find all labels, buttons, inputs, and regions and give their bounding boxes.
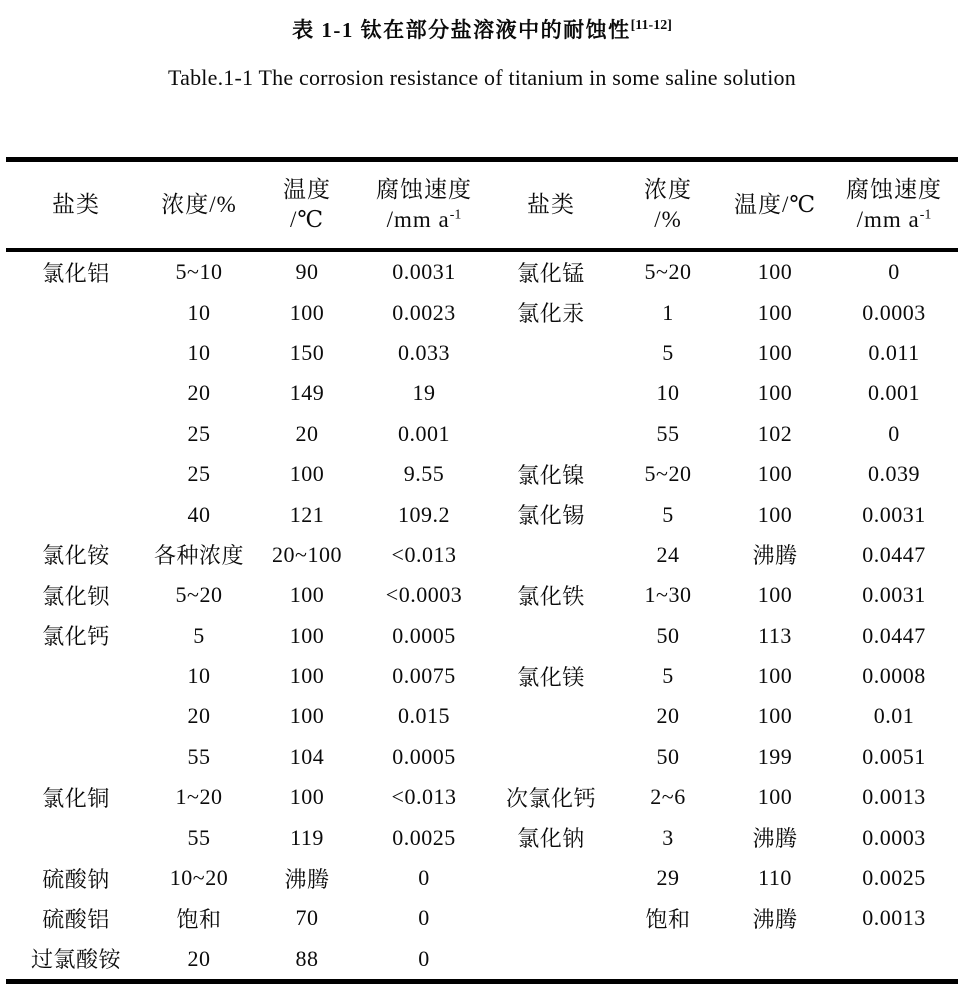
- table-cell: 5~10: [175, 259, 223, 285]
- header-label: /mm a: [856, 207, 920, 232]
- table-cell: 29: [656, 865, 680, 891]
- table-row: [6, 939, 958, 979]
- corrosion-table: [6, 157, 958, 984]
- header-cell: [252, 175, 362, 235]
- table-cell: 0.0013: [862, 905, 926, 931]
- header-label: /%: [654, 207, 682, 232]
- table-cell: 0.0023: [392, 299, 456, 325]
- table-cell: 70: [295, 905, 319, 931]
- table-cell: 24: [656, 541, 680, 567]
- header-line: [720, 190, 830, 220]
- table-row: [6, 373, 958, 413]
- table-cell: 0.0013: [862, 784, 926, 810]
- table-cell: 氯化锰: [517, 260, 585, 286]
- table-row: [6, 817, 958, 857]
- table-row: [6, 414, 958, 454]
- table-cell: 150: [289, 339, 325, 365]
- table-cell: 10: [656, 380, 680, 406]
- table-cell: 20: [187, 945, 211, 971]
- table-cell: 0.0031: [862, 582, 926, 608]
- table-cell: 88: [295, 945, 319, 971]
- table-cell: 过氯酸铵: [30, 947, 121, 973]
- table-row: [6, 777, 958, 817]
- table-row: [6, 858, 958, 898]
- table-cell: 110: [758, 865, 792, 891]
- header-line: [486, 190, 616, 220]
- table-cell: 5~20: [644, 461, 692, 487]
- table-cell: 5~20: [175, 582, 223, 608]
- table-cell: <0.013: [391, 784, 457, 810]
- table-cell: 0.0025: [392, 824, 456, 850]
- table-cell: 10~20: [169, 865, 229, 891]
- table-cell: 0: [418, 865, 430, 891]
- table-cell: 121: [289, 501, 325, 527]
- header-label: 浓度/%: [161, 192, 237, 218]
- table-cell: 氯化镍: [517, 462, 585, 488]
- table-cell: 55: [187, 824, 211, 850]
- table-cell: 各种浓度: [153, 543, 244, 569]
- table-cell: 1~30: [644, 582, 692, 608]
- table-cell: 5: [662, 339, 674, 365]
- header-label: 温度/℃: [733, 192, 817, 218]
- table-cell: 氯化铝: [42, 260, 110, 286]
- table-row: [6, 494, 958, 534]
- header-line: [252, 175, 362, 205]
- table-row: [6, 535, 958, 575]
- table-cell: 0.0003: [862, 299, 926, 325]
- table-cell: 0.0003: [862, 824, 926, 850]
- table-cell: 0.0005: [392, 622, 456, 648]
- table-cell: 饱和: [176, 906, 222, 932]
- table-cell: 100: [757, 582, 793, 608]
- table-cell: 10: [187, 299, 211, 325]
- table-cell: 0.01: [873, 703, 915, 729]
- table-cell: 100: [289, 703, 325, 729]
- table-cell: 氯化铜: [42, 785, 110, 811]
- header-superscript: -1: [919, 207, 932, 223]
- table-row: [6, 696, 958, 736]
- table-cell: 9.55: [403, 461, 445, 487]
- header-label: 腐蚀速度: [846, 177, 942, 203]
- table-cell: 0.015: [398, 703, 450, 729]
- table-cell: 100: [757, 784, 793, 810]
- page-title-zh: [0, 0, 964, 44]
- table-header-row: [6, 162, 958, 252]
- table-cell: 20: [656, 703, 680, 729]
- header-line: [252, 205, 362, 235]
- table-cell: 10: [187, 339, 211, 365]
- table-cell: 沸腾: [752, 906, 798, 932]
- table-cell: 100: [757, 339, 793, 365]
- table-cell: 5: [662, 501, 674, 527]
- table-cell: 19: [412, 380, 436, 406]
- table-cell: 0.039: [868, 461, 920, 487]
- table-cell: 0: [888, 259, 900, 285]
- header-line: [362, 175, 486, 205]
- table-cell: 55: [187, 743, 211, 769]
- table-cell: 0.001: [398, 420, 450, 446]
- table-cell: 饱和: [645, 906, 691, 932]
- table-cell: 氯化铵: [42, 543, 110, 569]
- table-cell: 0.0025: [862, 865, 926, 891]
- table-cell: 2~6: [650, 784, 686, 810]
- header-superscript: -1: [449, 207, 462, 223]
- table-cell: 0.0008: [862, 663, 926, 689]
- table-cell: 氯化铁: [517, 583, 585, 609]
- table-cell: 100: [757, 663, 793, 689]
- header-cell: [830, 175, 958, 235]
- table-row: [6, 656, 958, 696]
- table-cell: 20: [187, 380, 211, 406]
- table-row: [6, 575, 958, 615]
- header-cell: [616, 175, 720, 235]
- table-cell: 199: [757, 743, 793, 769]
- header-line: [6, 190, 146, 220]
- table-cell: 0.0031: [862, 501, 926, 527]
- table-cell: 5: [193, 622, 205, 648]
- table-cell: 109.2: [398, 501, 450, 527]
- table-cell: 100: [757, 380, 793, 406]
- table-cell: 次氯化钙: [505, 785, 596, 811]
- table-cell: 20: [187, 703, 211, 729]
- table-cell: 100: [289, 663, 325, 689]
- table-cell: 100: [757, 501, 793, 527]
- table-cell: 5: [662, 663, 674, 689]
- header-cell: [720, 190, 830, 220]
- table-cell: 0.0051: [862, 743, 926, 769]
- header-label: 腐蚀速度: [376, 177, 472, 203]
- table-cell: 氯化钡: [42, 583, 110, 609]
- table-cell: 沸腾: [284, 866, 330, 892]
- table-cell: 55: [656, 420, 680, 446]
- table-cell: 5~20: [644, 259, 692, 285]
- table-cell: 0.0447: [862, 622, 926, 648]
- table-cell: 100: [289, 622, 325, 648]
- page-title-en: Table.1-1 The corrosion resistance of titanium in some saline solution: [168, 65, 796, 90]
- table-cell: 氯化锡: [517, 503, 585, 529]
- table-cell: 119: [290, 824, 324, 850]
- table-cell: 0.001: [868, 380, 920, 406]
- table-row: [6, 737, 958, 777]
- table-cell: 0: [888, 420, 900, 446]
- table-cell: 100: [757, 461, 793, 487]
- table-cell: 氯化汞: [517, 301, 585, 327]
- table-cell: 氯化镁: [517, 664, 585, 690]
- table-row: [6, 252, 958, 292]
- table-cell: 氯化钙: [42, 624, 110, 650]
- header-line: [830, 175, 958, 205]
- header-cell: [6, 190, 146, 220]
- table-cell: 20~100: [272, 541, 342, 567]
- table-row: [6, 616, 958, 656]
- table-cell: 104: [289, 743, 325, 769]
- table-row: [6, 898, 958, 938]
- table-cell: 100: [289, 461, 325, 487]
- header-line: [146, 190, 252, 220]
- table-cell: 100: [289, 299, 325, 325]
- table-cell: 20: [295, 420, 319, 446]
- table-cell: 50: [656, 622, 680, 648]
- header-label: 盐类: [527, 192, 575, 218]
- table-cell: 0.0031: [392, 259, 456, 285]
- table-cell: 1: [662, 299, 674, 325]
- table-cell: 0.0447: [862, 541, 926, 567]
- table-row: [6, 292, 958, 332]
- header-label: 浓度: [644, 177, 692, 203]
- table-cell: 沸腾: [752, 543, 798, 569]
- table-cell: 100: [757, 703, 793, 729]
- header-label: 温度: [283, 177, 331, 203]
- table-cell: 25: [187, 461, 211, 487]
- title-zh-text: 表 1-1 钛在部分盐溶液中的耐蚀性: [292, 18, 631, 42]
- header-label: /℃: [289, 207, 325, 232]
- header-line: [830, 205, 958, 235]
- table-row: [6, 333, 958, 373]
- table-cell: 40: [187, 501, 211, 527]
- table-cell: 100: [757, 259, 793, 285]
- header-label: 盐类: [52, 192, 100, 218]
- table-cell: 1~20: [175, 784, 223, 810]
- table-cell: 3: [662, 824, 674, 850]
- table-cell: 0.033: [398, 339, 450, 365]
- table-cell: 硫酸钠: [42, 866, 110, 892]
- table-cell: 90: [295, 259, 319, 285]
- header-cell: [362, 175, 486, 235]
- table-cell: 0.011: [868, 339, 920, 365]
- table-cell: 149: [289, 380, 325, 406]
- table-cell: 100: [289, 582, 325, 608]
- header-cell: [486, 190, 616, 220]
- table-cell: 10: [187, 663, 211, 689]
- table-cell: 沸腾: [752, 826, 798, 852]
- header-line: [362, 205, 486, 235]
- table-cell: 113: [758, 622, 792, 648]
- title-zh-citation: [11-12]: [630, 18, 672, 33]
- table-cell: 50: [656, 743, 680, 769]
- table-cell: 100: [289, 784, 325, 810]
- table-cell: 0.0075: [392, 663, 456, 689]
- table-cell: 0.0005: [392, 743, 456, 769]
- table-cell: 25: [187, 420, 211, 446]
- header-label: /mm a: [386, 207, 450, 232]
- table-cell: <0.0003: [385, 582, 463, 608]
- table-cell: <0.013: [391, 541, 457, 567]
- table-cell: 硫酸铝: [42, 906, 110, 932]
- table-cell: 氯化钠: [517, 826, 585, 852]
- table-cell: 102: [757, 420, 793, 446]
- table-body: [6, 252, 958, 979]
- table-cell: 0: [418, 905, 430, 931]
- header-cell: [146, 190, 252, 220]
- header-line: [616, 175, 720, 205]
- table-cell: 0: [418, 945, 430, 971]
- table-row: [6, 454, 958, 494]
- header-line: [616, 205, 720, 235]
- table-cell: 100: [757, 299, 793, 325]
